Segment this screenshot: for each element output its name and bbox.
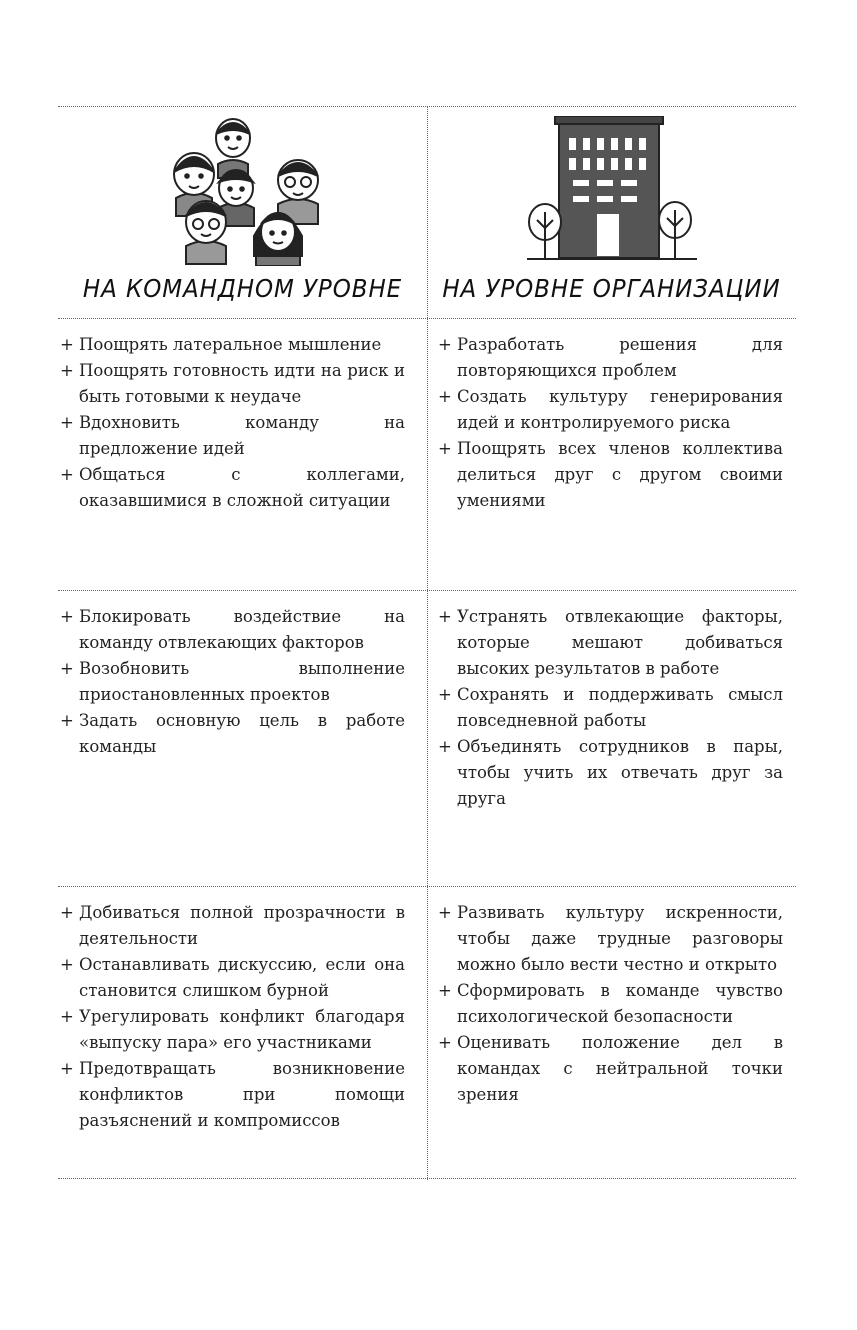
list-item: + Общаться с коллегами, оказавшимися в сложной ситуации: [60, 465, 405, 510]
list-item: + Разработать решения для повторяющихся проблем: [438, 335, 783, 380]
row-2-organization-cell: [438, 604, 783, 812]
list-item: + Поощрять всех членов коллектива делиться друг с другом своими умениями: [438, 439, 783, 510]
list-item: + Добиваться полной прозрачности в деятельности: [60, 903, 405, 948]
team-header-title: НА КОМАНДНОМ УРОВНЕ: [82, 274, 403, 303]
row-2-team-cell: [60, 604, 405, 760]
team-column-header: [58, 106, 427, 318]
list-item: + Развивать культуру искренности, чтобы даже трудные разговоры можно было вести честно и открыто: [438, 903, 783, 974]
list-item: + Предотвращать возникновение конфликтов при помощи разъяснений и компромиссов: [60, 1059, 405, 1130]
list-item: + Возобновить выполнение приостановленных проектов: [60, 659, 405, 704]
organization-header-title: НА УРОВНЕ ОРГАНИЗАЦИИ: [442, 274, 781, 303]
list-item: + Останавливать дискуссию, если она становится слишком бурной: [60, 955, 405, 1000]
list-item: + Вдохновить команду на предложение идей: [60, 413, 405, 458]
row-1-organization-cell: [438, 332, 783, 514]
building-illustration: [427, 116, 796, 266]
comparison-table: [58, 106, 796, 1180]
row-3-organization-cell: [438, 900, 783, 1108]
list-item: + Блокировать воздействие на команду отвлекающих факторов: [60, 607, 405, 652]
row-3-team-cell: [60, 900, 405, 1134]
list-item: + Поощрять латеральное мышление: [60, 335, 382, 354]
list-item: + Сформировать в команде чувство психологической безопасности: [438, 981, 783, 1026]
organization-column-header: [427, 106, 796, 318]
list-item: + Сохранять и поддерживать смысл повседневной работы: [438, 685, 783, 730]
list-item: + Создать культуру генерирования идей и контролируемого риска: [438, 387, 783, 432]
list-item: + Урегулировать конфликт благодаря «выпуску пара» его участниками: [60, 1007, 405, 1052]
team-people-illustration: [58, 116, 427, 266]
row-1-team-cell: [60, 332, 405, 514]
list-item: + Поощрять готовность идти на риск и быть готовыми к неудаче: [60, 361, 405, 406]
list-item: + Оценивать положение дел в командах с нейтральной точки зрения: [438, 1033, 783, 1104]
list-item: + Устранять отвлекающие факторы, которые мешают добиваться высоких результатов в работе: [438, 607, 783, 678]
list-item: + Задать основную цель в работе команды: [60, 711, 405, 756]
list-item: + Объединять сотрудников в пары, чтобы учить их отвечать друг за друга: [438, 737, 783, 808]
